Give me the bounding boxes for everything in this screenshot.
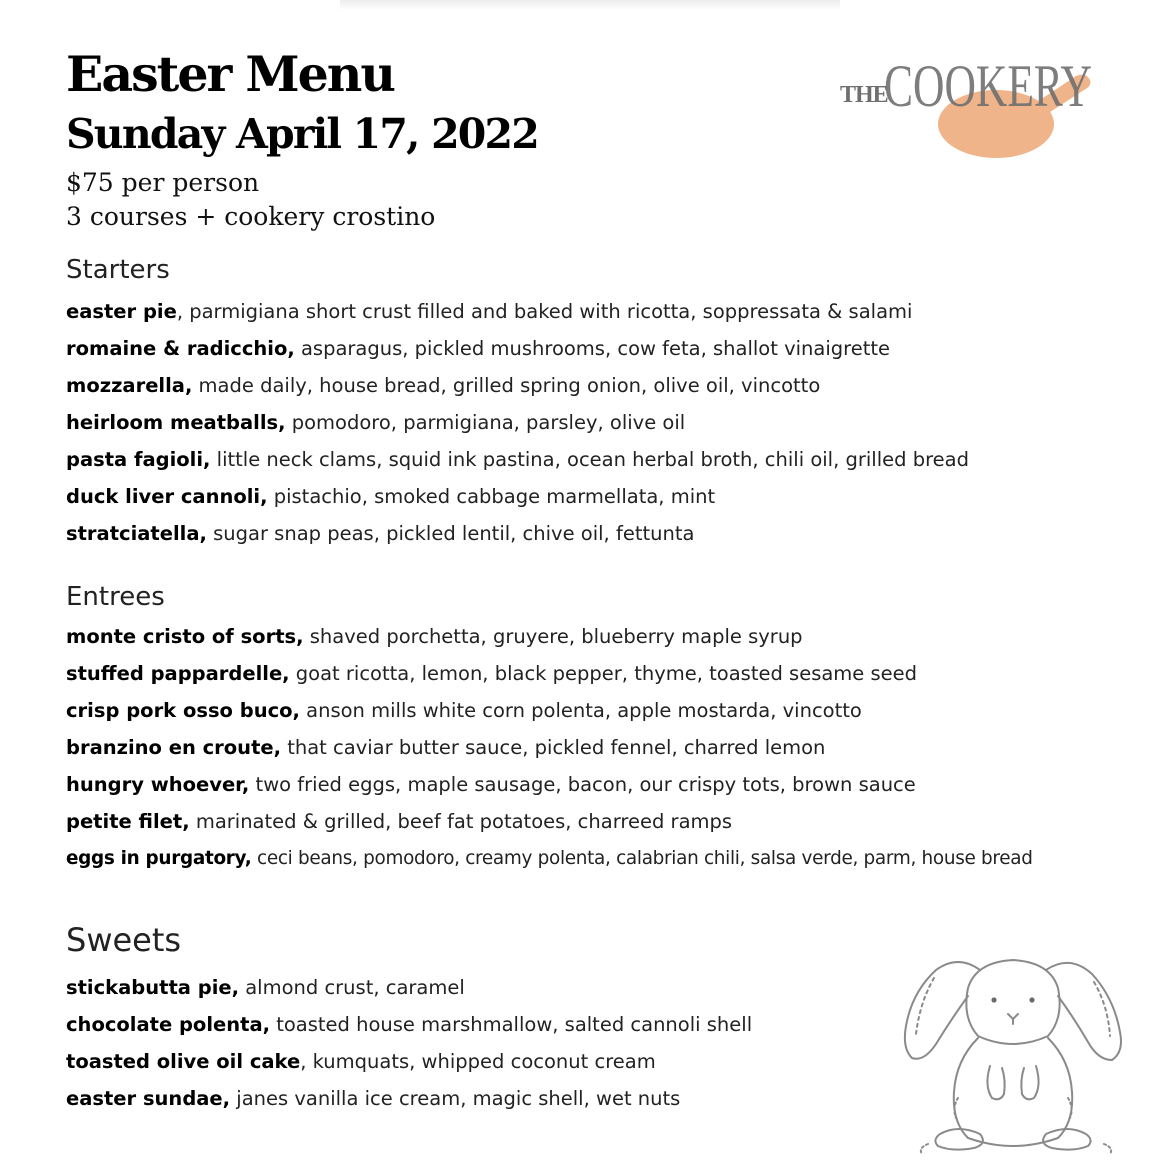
menu-title: Easter Menu [66, 45, 395, 103]
logo-prefix: THE [840, 82, 888, 108]
dish-name: mozzarella, [66, 374, 193, 397]
entrees-list [66, 618, 1126, 877]
dish-description: marinated & grilled, beef fat potatoes, charreed ramps [189, 810, 733, 833]
dish-name: monte cristo of sorts, [66, 625, 304, 648]
logo-name: COOKERY [884, 53, 1092, 119]
dish-description: little neck clams, squid ink pastina, ocean herbal broth, chili oil, grilled bread [210, 448, 969, 471]
list-item [66, 404, 1126, 441]
starters-list [66, 293, 1126, 552]
dish-name: duck liver cannoli, [66, 485, 268, 508]
menu-price: $75 per person [66, 168, 260, 197]
list-item [66, 515, 1126, 552]
list-item [66, 367, 1126, 404]
dish-description: asparagus, pickled mushrooms, cow feta, shallot vinaigrette [294, 337, 891, 360]
dish-description: toasted house marshmallow, salted cannoli shell [270, 1013, 753, 1036]
dish-name: easter pie [66, 300, 177, 323]
list-item [66, 618, 1126, 655]
dish-name: stickabutta pie, [66, 976, 240, 999]
dish-description: two fried eggs, maple sausage, bacon, our crispy tots, brown sauce [249, 773, 916, 796]
menu-courses: 3 courses + cookery crostino [66, 202, 436, 231]
bunny-illustration-icon [898, 948, 1128, 1158]
dish-description: anson mills white corn polenta, apple mostarda, vincotto [299, 699, 862, 722]
dish-description: , kumquats, whipped coconut cream [300, 1050, 656, 1073]
list-item [66, 478, 1126, 515]
dish-name: branzino en croute, [66, 736, 282, 759]
dish-name: chocolate polenta, [66, 1013, 271, 1036]
dish-description: that caviar butter sauce, pickled fennel, charred lemon [281, 736, 826, 759]
list-item [66, 293, 1126, 330]
dish-name: crisp pork osso buco, [66, 699, 300, 722]
list-item [66, 729, 1126, 766]
list-item [66, 330, 1126, 367]
list-item [66, 803, 1126, 840]
cookery-logo-icon [838, 46, 1100, 164]
list-item [66, 692, 1126, 729]
dish-description: pomodoro, parmigiana, parsley, olive oil [285, 411, 686, 434]
dish-name: toasted olive oil cake [66, 1050, 301, 1073]
dish-name: stratciatella, [66, 522, 207, 545]
starters-heading: Starters [66, 255, 170, 285]
dish-description: almond crust, caramel [239, 976, 465, 999]
list-item [66, 441, 1126, 478]
dish-name: pasta fagioli, [66, 448, 211, 471]
menu-date: Sunday April 17, 2022 [66, 110, 538, 158]
dish-name: stuffed pappardelle, [66, 662, 290, 685]
dish-name: eggs in purgatory, [66, 848, 252, 869]
dish-name: hungry whoever, [66, 773, 250, 796]
list-item [66, 766, 1126, 803]
entrees-heading: Entrees [66, 582, 165, 612]
list-item [66, 655, 1126, 692]
dish-description: ceci beans, pomodoro, creamy polenta, calabrian chili, salsa verde, parm, house bread [251, 848, 1033, 869]
sweets-heading: Sweets [66, 921, 182, 959]
dish-description: pistachio, smoked cabbage marmellata, mint [267, 485, 716, 508]
dish-description: , parmigiana short crust filled and baked with ricotta, soppressata & salami [176, 300, 913, 323]
list-item [66, 840, 1126, 877]
dish-name: petite filet, [66, 810, 190, 833]
dish-name: romaine & radicchio, [66, 337, 295, 360]
dish-description: made daily, house bread, grilled spring onion, olive oil, vincotto [192, 374, 821, 397]
dish-description: sugar snap peas, pickled lentil, chive oil, fettunta [206, 522, 695, 545]
dish-description: janes vanilla ice cream, magic shell, wet nuts [230, 1087, 681, 1110]
dish-name: heirloom meatballs, [66, 411, 286, 434]
dish-description: shaved porchetta, gruyere, blueberry maple syrup [303, 625, 803, 648]
dish-name: easter sundae, [66, 1087, 231, 1110]
dish-description: goat ricotta, lemon, black pepper, thyme, toasted sesame seed [289, 662, 918, 685]
top-shade [340, 0, 840, 10]
